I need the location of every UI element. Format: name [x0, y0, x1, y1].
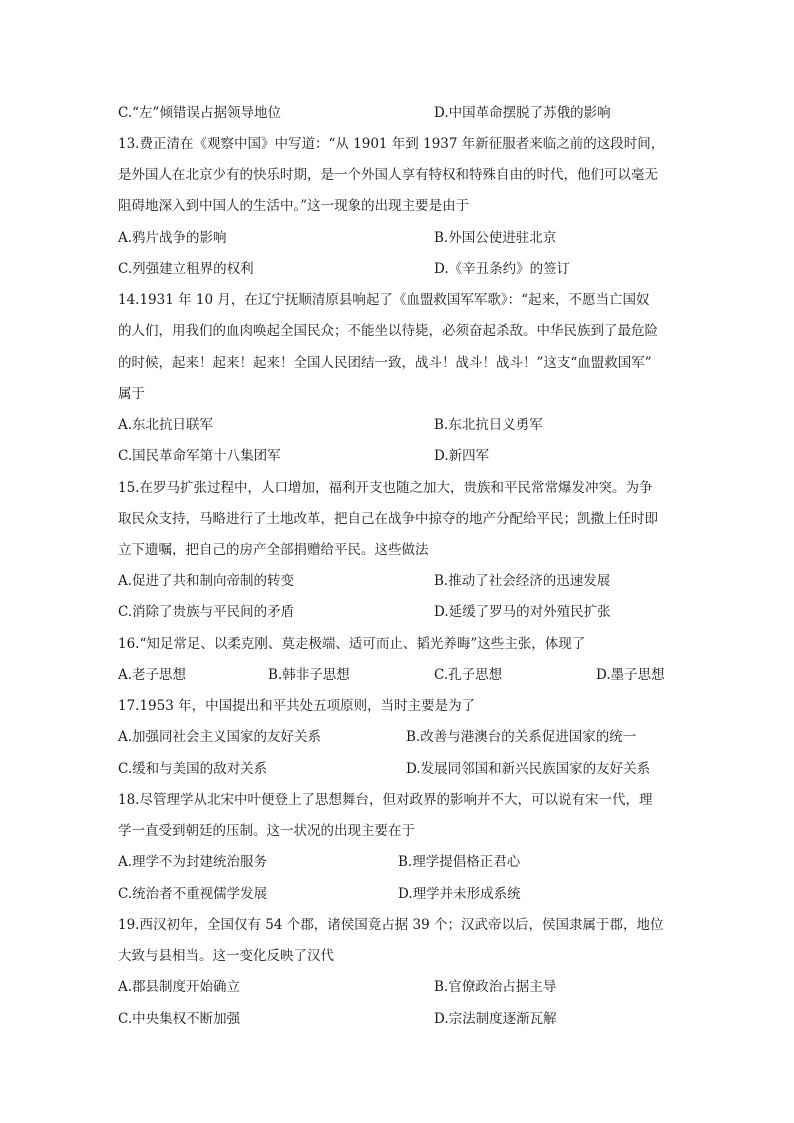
q16-option-b: B.韩非子思想 [268, 667, 350, 683]
q13-stem-line-1: 13.费正清在《观察中国》中写道：“从 1901 年到 1937 年新征服者来临之前的这段时间， [118, 136, 665, 152]
q18-option-b: B.理学提倡格正君心 [398, 854, 521, 870]
q17-option-b: B.改善与港澳台的关系促进国家的统一 [406, 729, 637, 745]
q18-option-d: D.理学并未形成系统 [398, 886, 521, 902]
q19-option-b: B.官僚政治占据主导 [434, 979, 557, 995]
q19-option-a: A.郡县制度开始确立 [118, 979, 241, 995]
q18-stem-line-1: 18.尽管理学从北宋中叶便登上了思想舞台，但对政界的影响并不大，可以说有宋一代，理 [118, 792, 653, 808]
q12-option-d: D.中国革命摆脱了苏俄的影响 [434, 105, 611, 121]
q15-option-b: B.推动了社会经济的迅速发展 [434, 573, 611, 589]
q17-option-a: A.加强同社会主义国家的友好关系 [118, 729, 322, 745]
q15-option-d: D.延缓了罗马的对外殖民扩张 [434, 604, 611, 620]
q13-option-d: D.《辛丑条约》的签订 [434, 261, 571, 277]
q14-stem-line-3: 的时候，起来！起来！起来！全国人民团结一致，战斗！战斗！战斗！”这支“血盟救国军” [118, 355, 652, 371]
q19-stem-line-1: 19.西汉初年，全国仅有 54 个郡，诸侯国竟占据 39 个；汉武帝以后，侯国隶属于郡，地位 [118, 917, 664, 933]
q16-option-d: D.墨子思想 [596, 667, 665, 683]
q14-option-d: D.新四军 [434, 448, 490, 464]
q16-option-a: A.老子思想 [118, 667, 187, 683]
q14-option-b: B.东北抗日义勇军 [434, 417, 543, 433]
q15-option-a: A.促进了共和制向帝制的转变 [118, 573, 295, 589]
q15-stem-line-3: 立下遗嘱，把自己的房产全部捐赠给平民。这些做法 [118, 542, 429, 558]
q15-stem-line-1: 15.在罗马扩张过程中，人口增加，福利开支也随之加大，贵族和平民常常爆发冲突。为争 [118, 480, 653, 496]
q19-option-c: C.中央集权不断加强 [118, 1011, 241, 1027]
q18-option-a: A.理学不为封建统治服务 [118, 854, 268, 870]
q13-option-a: A.鸦片战争的影响 [118, 230, 227, 246]
q17-stem-line-1: 17.1953 年，中国提出和平共处五项原则，当时主要是为了 [118, 698, 476, 714]
q12-option-c: C.“左”倾错误占据领导地位 [118, 105, 281, 121]
q13-stem-line-2: 是外国人在北京少有的快乐时期，是一个外国人享有特权和特殊自由的时代，他们可以毫无 [118, 167, 658, 183]
q15-option-c: C.消除了贵族与平民间的矛盾 [118, 604, 295, 620]
q19-stem-line-2: 大致与县相当。这一变化反映了汉代 [118, 948, 334, 964]
q13-stem-line-3: 阻碍地深入到中国人的生活中。”这一现象的出现主要是由于 [118, 198, 470, 214]
q15-stem-line-2: 取民众支持，马略进行了土地改革，把自己在战争中掠夺的地产分配给平民；凯撒上任时即 [118, 511, 658, 527]
q18-option-c: C.统治者不重视儒学发展 [118, 886, 268, 902]
q17-option-c: C.缓和与美国的敌对关系 [118, 761, 268, 777]
q13-option-b: B.外国公使进驻北京 [434, 230, 557, 246]
q17-option-d: D.发展同邻国和新兴民族国家的友好关系 [406, 761, 651, 777]
q13-option-c: C.列强建立租界的权利 [118, 261, 254, 277]
q19-option-d: D.宗法制度逐渐瓦解 [434, 1011, 557, 1027]
q14-option-c: C.国民革命军第十八集团军 [118, 448, 281, 464]
q18-stem-line-2: 学一直受到朝廷的压制。这一状况的出现主要在于 [118, 823, 415, 839]
q14-stem-line-1: 14.1931 年 10 月，在辽宁抚顺清原县响起了《血盟救国军军歌》：“起来，不愿当亡国奴 [118, 292, 650, 308]
q16-stem-line-1: 16.“知足常足、以柔克刚、莫走极端、适可而止、韬光养晦”这些主张，体现了 [118, 636, 586, 652]
q16-option-c: C.孔子思想 [434, 667, 503, 683]
q14-option-a: A.东北抗日联军 [118, 417, 214, 433]
q14-stem-line-2: 的人们，用我们的血肉唤起全国民众；不能坐以待毙，必须奋起杀敌。中华民族到了最危险 [118, 323, 658, 339]
q14-stem-line-4: 属于 [118, 386, 145, 402]
